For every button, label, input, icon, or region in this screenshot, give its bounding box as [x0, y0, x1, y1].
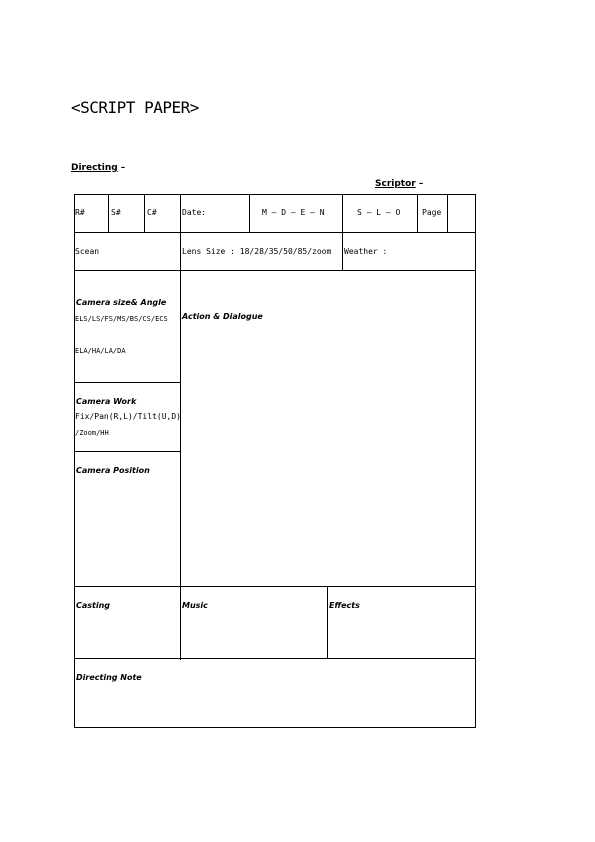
camera-size-heading: Camera size& Angle: [76, 298, 167, 307]
action-dialogue-heading: Action & Dialogue: [182, 312, 263, 321]
casting-heading: Casting: [76, 601, 111, 610]
time-of-day-options: M – D – E – N: [262, 208, 325, 217]
row1-sep-1: [108, 194, 109, 232]
row1-sep-6: [447, 194, 448, 232]
camera-angle-options: ELA/HA/LA/DA: [75, 347, 126, 355]
scriptor-dash: –: [415, 179, 424, 189]
camera-work-heading: Camera Work: [76, 397, 137, 406]
camera-work-divider: [74, 451, 181, 452]
scriptor-label-text: Scriptor: [375, 179, 416, 189]
left-column-sep-top: [180, 194, 181, 270]
page-label: Page: [422, 208, 442, 217]
action-bottom-divider: [74, 586, 476, 587]
directing-note-heading: Directing Note: [76, 673, 142, 682]
form-border-bottom: [74, 727, 476, 728]
effects-heading: Effects: [329, 601, 360, 610]
scriptor-label: [375, 179, 423, 189]
scean-label: Scean: [75, 247, 100, 256]
r-number-label: R#: [75, 208, 85, 217]
c-number-label: C#: [147, 208, 157, 217]
row1-divider: [74, 232, 476, 233]
directing-dash: –: [117, 163, 126, 173]
row2-sep: [342, 232, 343, 270]
date-label: Date:: [182, 208, 207, 217]
lens-size-label: Lens Size : 18/28/35/50/85/zoom: [182, 247, 332, 256]
row1-sep-3: [249, 194, 250, 232]
s-number-label: S#: [111, 208, 121, 217]
row1-sep-2: [144, 194, 145, 232]
camera-work-options-2: /Zoom/HH: [75, 429, 109, 437]
page-title: <SCRIPT PAPER>: [71, 98, 199, 117]
form-border-top: [74, 194, 476, 195]
directing-label: [71, 163, 125, 173]
row1-sep-4: [342, 194, 343, 232]
row2-divider: [74, 270, 476, 271]
camera-size-options: ELS/LS/FS/MS/BS/CS/ECS: [75, 315, 168, 323]
weather-label: Weather :: [344, 247, 388, 256]
left-column-sep-main: [180, 270, 181, 660]
camera-position-heading: Camera Position: [76, 466, 150, 475]
music-heading: Music: [182, 601, 208, 610]
music-effects-sep: [327, 586, 328, 658]
sync-options: S – L – O: [357, 208, 401, 217]
form-border-right: [475, 194, 476, 728]
form-border-left: [74, 194, 75, 728]
row1-sep-5: [417, 194, 418, 232]
directing-label-text: Directing: [71, 163, 118, 173]
camera-size-divider: [74, 382, 181, 383]
script-form: [74, 194, 476, 728]
bottom-row-divider: [74, 658, 476, 659]
camera-work-options-1: Fix/Pan(R,L)/Tilt(U,D): [75, 412, 181, 421]
